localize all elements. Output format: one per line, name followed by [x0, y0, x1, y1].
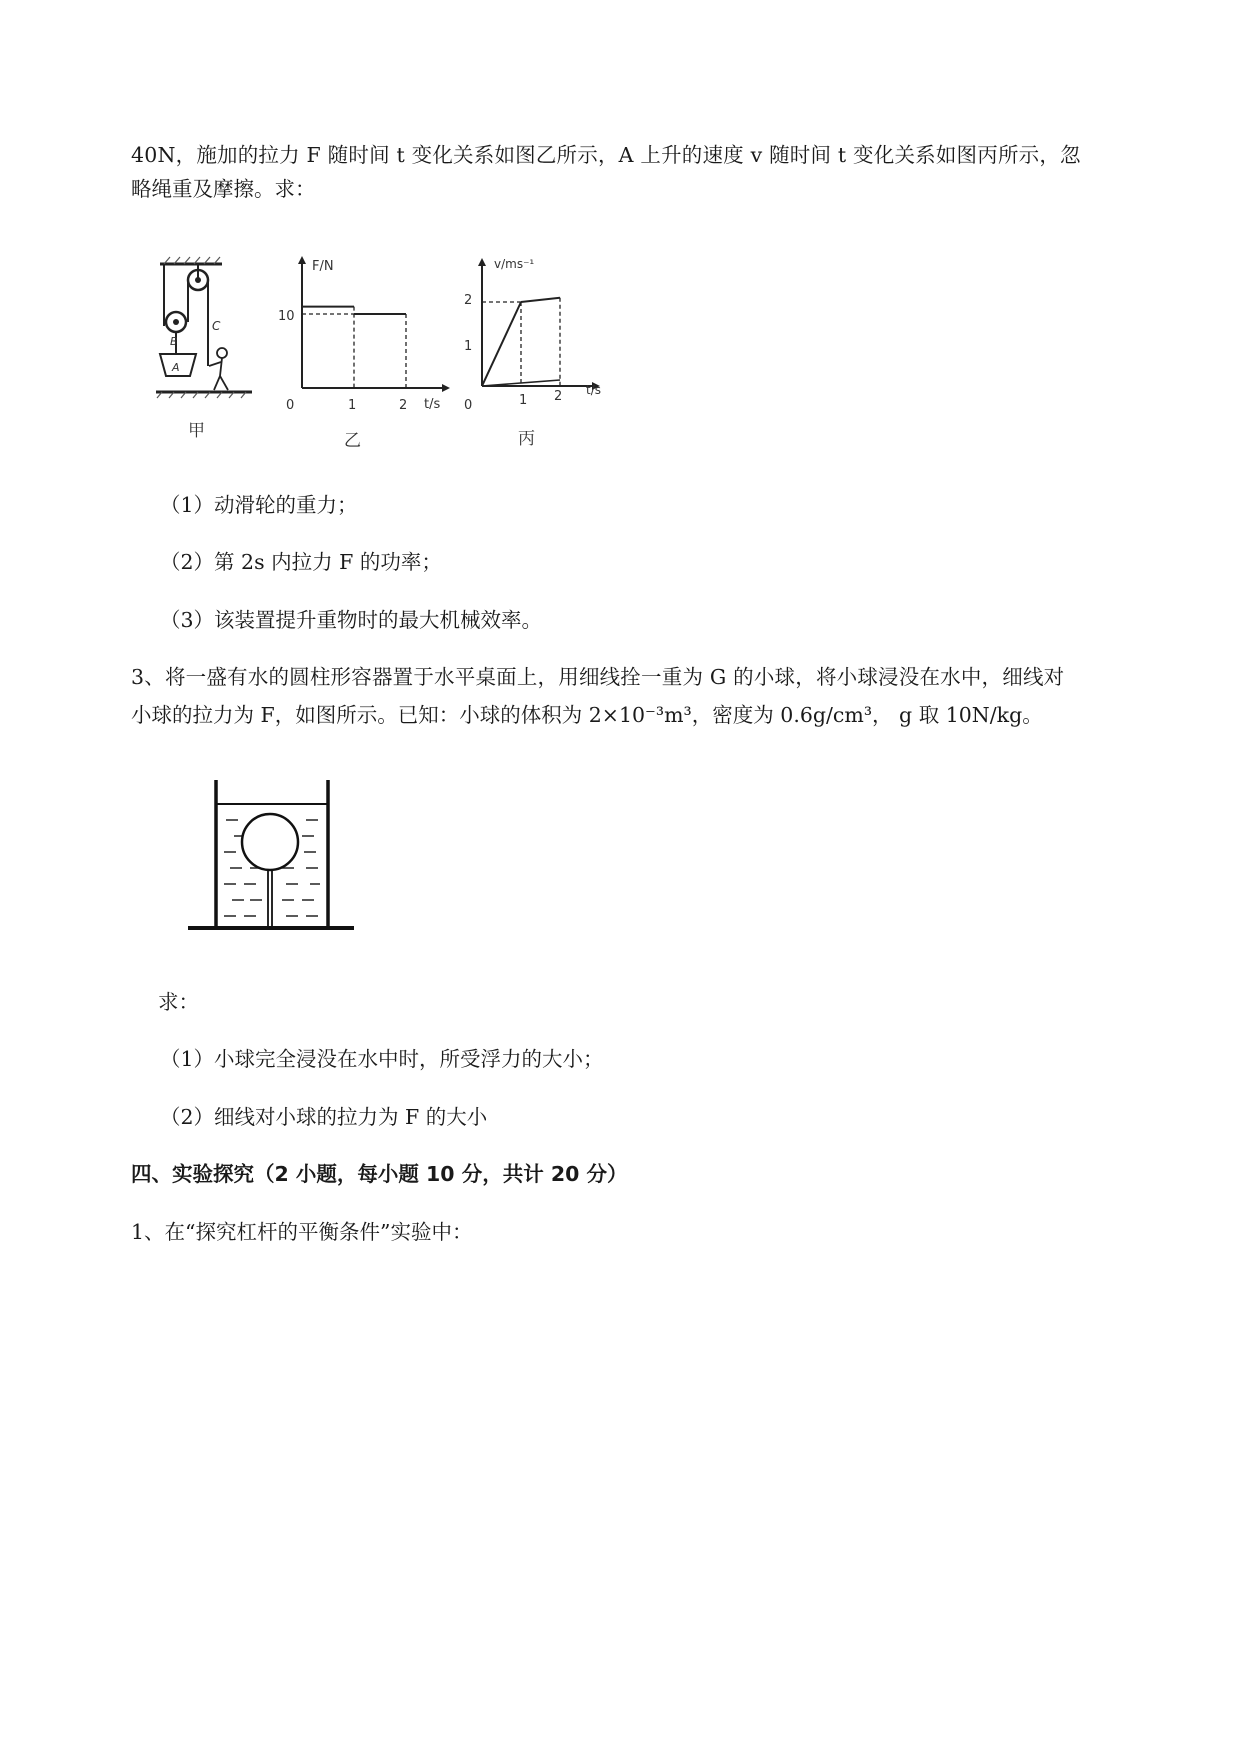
problem2-question-3: （3）该装置提升重物时的最大机械效率。: [160, 608, 543, 632]
yi-x-tick-0: 0: [286, 398, 295, 413]
bing-y-tick-2: 2: [464, 293, 473, 308]
problem3-line1: 3、将一盛有水的圆柱形容器置于水平桌面上，用细线拴一重为 G 的小球，将小球浸没在水中，细线对: [131, 665, 1065, 689]
problem2-question-1: （1）动滑轮的重力；: [160, 493, 358, 517]
bing-y-axis-label: v/ms⁻¹: [494, 257, 535, 271]
bing-x-tick-2: 2: [554, 389, 563, 404]
yi-y-axis-label: F/N: [312, 259, 334, 274]
label-c: C: [212, 319, 221, 333]
bing-x-tick-0: 0: [464, 398, 473, 413]
bing-x-axis-label: t/s: [586, 383, 601, 397]
figure-jia-pulley-system: [152, 254, 262, 444]
yi-y-tick-10: 10: [278, 309, 295, 324]
figure-yi-f-t-chart: [272, 252, 457, 452]
caption-bing: 丙: [518, 429, 535, 449]
caption-jia: 甲: [188, 421, 205, 441]
bing-y-tick-1: 1: [464, 339, 473, 354]
problem2-intro-line1: 40N，施加的拉力 F 随时间 t 变化关系如图乙所示，A 上升的速度 v 随时间 t 变化关系如图丙所示，忽: [131, 143, 1081, 167]
label-a: A: [172, 361, 180, 374]
problem3-question-1: （1）小球完全浸没在水中时，所受浮力的大小；: [160, 1047, 604, 1071]
figure-bing-v-t-chart: [460, 252, 610, 452]
problem3-ask: 求：: [158, 990, 199, 1014]
problem3-line2: 小球的拉力为 F，如图所示。已知：小球的体积为 2×10⁻³m³，密度为 0.6g/cm³， g 取 10N/kg。: [131, 703, 1043, 727]
caption-yi: 乙: [344, 431, 361, 451]
figure-container-ball: [186, 778, 361, 938]
label-b: B: [170, 335, 178, 348]
section4-heading: 四、实验探究（2 小题，每小题 10 分，共计 20 分）: [131, 1162, 628, 1186]
section4-question-1: 1、在“探究杠杆的平衡条件”实验中：: [131, 1220, 473, 1244]
bing-x-tick-1: 1: [519, 393, 528, 408]
bing-series-segment: [521, 298, 560, 302]
yi-x-tick-2: 2: [399, 398, 408, 413]
bing-series-segment: [482, 302, 521, 386]
problem2-question-2: （2）第 2s 内拉力 F 的功率；: [160, 550, 442, 574]
yi-x-tick-1: 1: [348, 398, 357, 413]
problem2-intro-line2: 略绳重及摩擦。求：: [131, 177, 316, 201]
yi-x-axis-label: t/s: [424, 397, 441, 412]
problem3-question-2: （2）细线对小球的拉力为 F 的大小: [160, 1105, 488, 1129]
